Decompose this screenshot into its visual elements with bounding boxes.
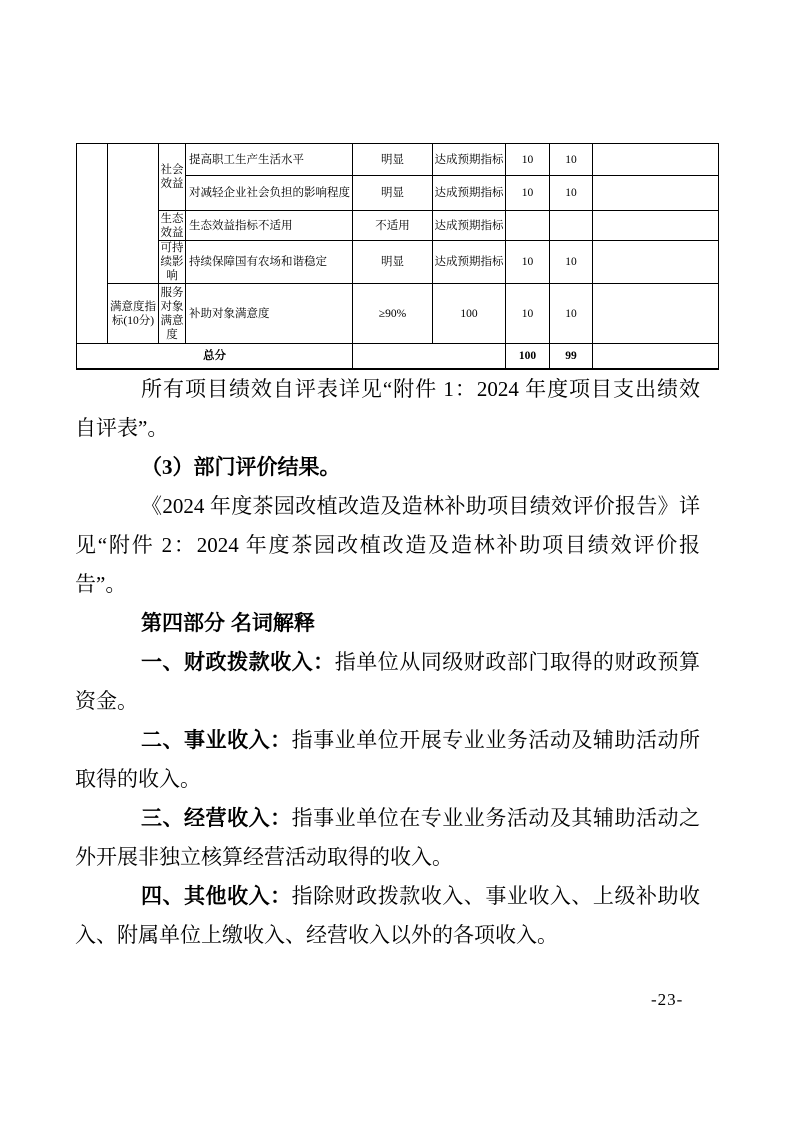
term-line [75, 721, 700, 760]
part4-heading: 第四部分 名词解释 [141, 612, 315, 635]
score-cell [550, 211, 593, 241]
paragraph-line: 自评表”。 [75, 416, 169, 440]
term-lead: 一、财政拨款收入： [141, 650, 335, 674]
term-lead: 四、其他收入： [141, 884, 292, 908]
group-label-cell: 满意度指标(10分) [108, 284, 159, 344]
target-value-cell: 明显 [353, 241, 433, 284]
table-row [77, 284, 719, 344]
term-line: 外开展非独立核算经营活动取得的收入。 [75, 845, 453, 869]
term-line: 取得的收入。 [75, 767, 201, 791]
term-line: 入、附属单位上缴收入、经营收入以外的各项收入。 [75, 923, 558, 947]
term-line: 资金。 [75, 689, 138, 713]
total-score-cell: 99 [550, 344, 593, 369]
target-value-cell: 明显 [353, 176, 433, 211]
table-row [77, 144, 719, 176]
actual-value-cell: 达成预期指标 [433, 211, 506, 241]
term-text: 指单位从同级财政部门取得的财政预算 [334, 650, 701, 674]
full-score-cell: 10 [506, 241, 550, 284]
term-lead: 二、事业收入： [141, 728, 292, 752]
table-row [77, 211, 719, 241]
term-text: 指事业单位在专业业务活动及其辅助活动之 [291, 806, 700, 830]
term-line [75, 643, 700, 682]
note-cell [593, 144, 719, 176]
target-value-cell: 明显 [353, 144, 433, 176]
indicator-cell: 提高职工生产生活水平 [186, 144, 353, 176]
score-cell: 10 [550, 284, 593, 344]
score-cell: 10 [550, 241, 593, 284]
score-cell: 10 [550, 176, 593, 211]
term-line [75, 877, 700, 916]
actual-value-cell: 100 [433, 284, 506, 344]
target-value-cell: 不适用 [353, 211, 433, 241]
full-score-cell: 10 [506, 284, 550, 344]
actual-value-cell: 达成预期指标 [433, 241, 506, 284]
score-cell: 10 [550, 144, 593, 176]
full-score-cell: 10 [506, 176, 550, 211]
page-number: -23- [651, 990, 684, 1009]
term-text: 指事业单位开展专业业务活动及辅助活动所 [291, 728, 700, 752]
paragraph-line: 所有项目绩效自评表详见“附件 1：2024 年度项目支出绩效 [141, 377, 700, 401]
continued-outer-cell [77, 144, 108, 344]
indicator-cell: 持续保障国有农场和谐稳定 [186, 241, 353, 284]
total-empty-cell [353, 344, 506, 369]
table-total-row [77, 344, 719, 369]
term-text: 指除财政拨款收入、事业收入、上级补助收 [291, 884, 700, 908]
indicator-cell: 对减轻企业社会负担的影响程度 [186, 176, 353, 211]
note-cell [593, 211, 719, 241]
indicator-cell: 生态效益指标不适用 [186, 211, 353, 241]
paragraph-line: 告”。 [75, 572, 127, 596]
category-cell: 服务对象满意度 [159, 284, 186, 344]
full-score-cell [506, 211, 550, 241]
section-heading-dept-eval: （3）部门评价结果。 [141, 455, 341, 479]
category-cell: 社会效益 [159, 144, 186, 211]
total-label-cell: 总分 [77, 344, 353, 369]
table-row [77, 241, 719, 284]
note-cell [593, 241, 719, 284]
term-line [75, 799, 700, 838]
paragraph-line: 见“附件 2：2024 年度茶园改植改造及造林补助项目绩效评价报 [75, 533, 700, 557]
continued-group-cell [108, 144, 159, 284]
actual-value-cell: 达成预期指标 [433, 144, 506, 176]
indicator-cell: 补助对象满意度 [186, 284, 353, 344]
target-value-cell: ≥90% [353, 284, 433, 344]
paragraph-line: 《2024 年度茶园改植改造及造林补助项目绩效评价报告》详 [141, 494, 700, 518]
body-text [75, 370, 700, 955]
category-cell: 生态效益 [160, 212, 184, 239]
actual-value-cell: 达成预期指标 [433, 176, 506, 211]
total-full-score-cell: 100 [506, 344, 550, 369]
term-lead: 三、经营收入： [141, 806, 292, 830]
note-cell [593, 284, 719, 344]
full-score-cell: 10 [506, 144, 550, 176]
performance-table [76, 143, 719, 370]
category-cell: 可持续影响 [160, 242, 184, 282]
total-note-cell [593, 344, 719, 369]
note-cell [593, 176, 719, 211]
